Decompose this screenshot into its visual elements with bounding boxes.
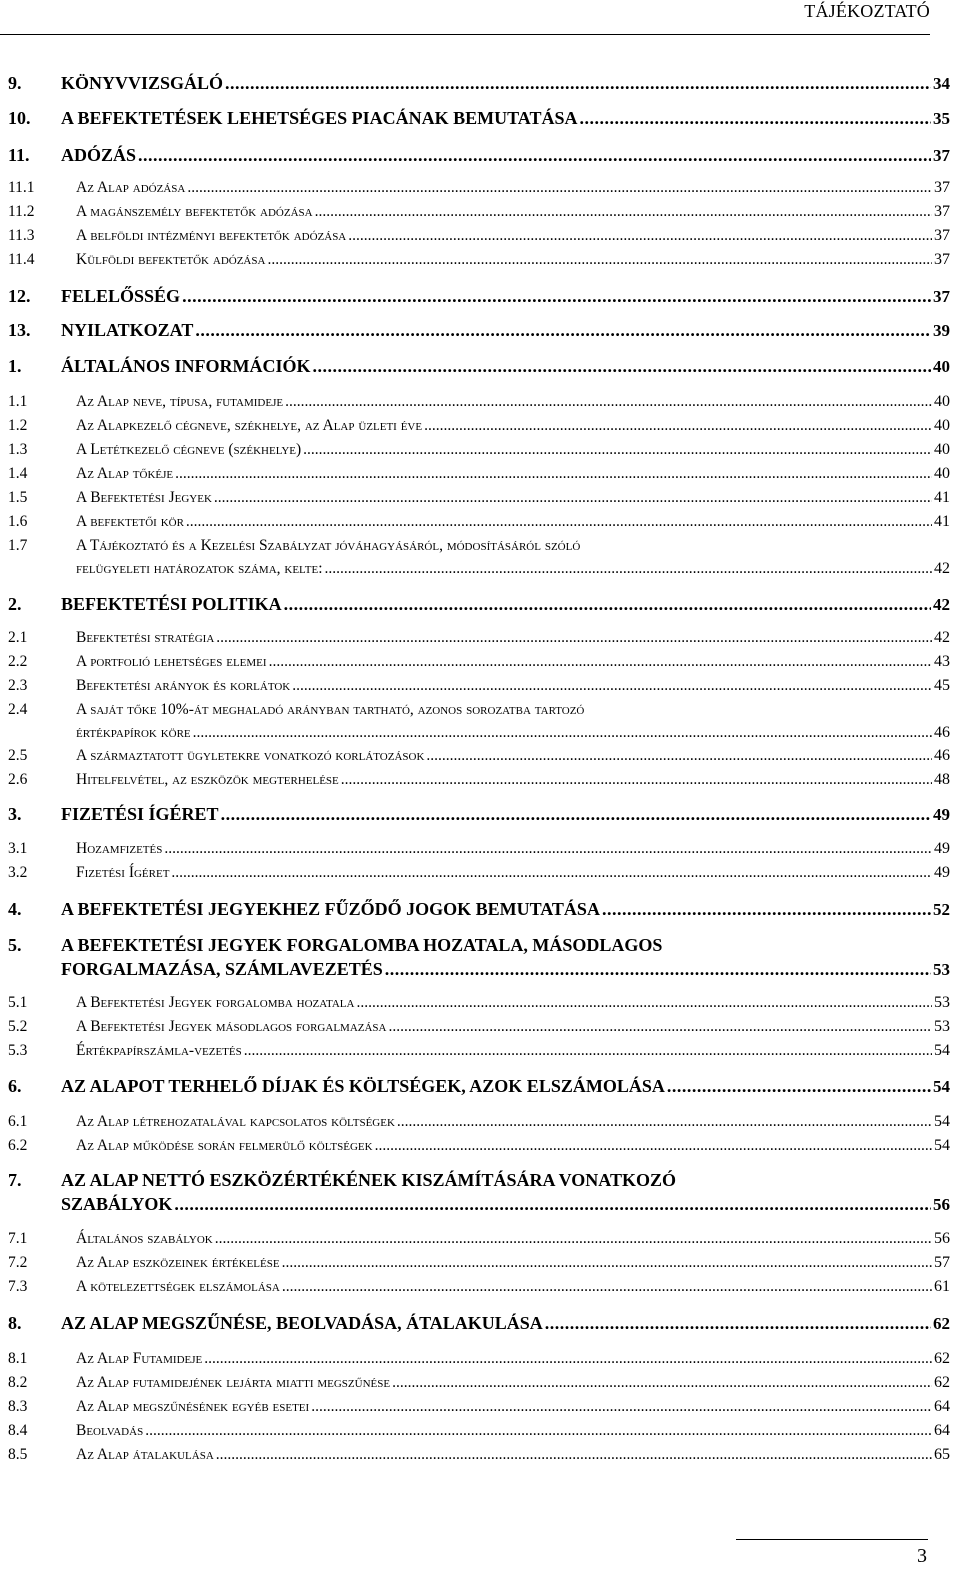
toc-leader-dots xyxy=(356,992,932,1014)
toc-entry-page: 40 xyxy=(934,417,950,434)
toc-entry-title: értékpapírok köre xyxy=(76,724,191,741)
toc-entry-title: ADÓZÁS xyxy=(61,145,137,165)
toc-entry-page: 45 xyxy=(934,677,950,694)
toc-leader-dots xyxy=(311,1396,932,1418)
toc-leader-dots xyxy=(171,862,932,884)
toc-entry-number: 6.1 xyxy=(8,1113,28,1130)
toc-entry-number: 7.2 xyxy=(8,1254,28,1271)
toc-entry-number: 12. xyxy=(8,286,31,306)
running-header-title: TÁJÉKOZTATÓ xyxy=(804,1,930,21)
toc-chapter-entry[interactable] xyxy=(0,107,950,129)
toc-entry-title: Az Alap tőkéje xyxy=(76,465,174,482)
toc-entry-title: A Tájékoztató és a Kezelési Szabályzat jóváhagyásáról, módosításáról szóló xyxy=(76,537,581,554)
toc-entry-title: AZ ALAP MEGSZŰNÉSE, BEOLVADÁSA, ÁTALAKULÁSA xyxy=(61,1313,543,1333)
toc-entry-title: A kötelezettségek elszámolása xyxy=(76,1278,280,1295)
toc-leader-dots xyxy=(282,1276,932,1298)
toc-leader-dots xyxy=(216,627,932,649)
toc-section-entry[interactable] xyxy=(0,1348,950,1370)
toc-section-entry[interactable] xyxy=(0,745,950,767)
toc-entry-number: 8.1 xyxy=(8,1350,28,1367)
toc-entry-page: 34 xyxy=(933,74,950,93)
toc-entry-page: 54 xyxy=(934,1042,950,1059)
toc-section-entry[interactable] xyxy=(0,511,950,533)
toc-entry-number: 13. xyxy=(8,320,31,340)
toc-entry-title: ÁLTALÁNOS INFORMÁCIÓK xyxy=(61,356,311,376)
toc-leader-dots xyxy=(164,838,932,860)
toc-entry-page: 42 xyxy=(934,560,950,577)
toc-entry-page: 52 xyxy=(933,900,950,919)
toc-section-entry[interactable] xyxy=(0,699,950,741)
toc-leader-dots xyxy=(385,958,931,980)
toc-section-entry[interactable] xyxy=(0,838,950,860)
toc-entry-number: 2.4 xyxy=(8,701,28,718)
toc-entry-page: 62 xyxy=(934,1350,950,1367)
toc-entry-page: 37 xyxy=(933,287,950,306)
toc-section-entry[interactable] xyxy=(0,225,950,247)
toc-section-entry[interactable] xyxy=(0,1228,950,1250)
toc-entry-title: A BEFEKTETÉSEK LEHETSÉGES PIACÁNAK BEMUTATÁSA xyxy=(61,108,578,128)
toc-entry-page: 37 xyxy=(934,179,950,196)
toc-entry-title: A befektetői kör xyxy=(76,513,184,530)
toc-section-entry[interactable] xyxy=(0,769,950,791)
toc-section-entry[interactable] xyxy=(0,201,950,223)
toc-entry-page: 64 xyxy=(934,1398,950,1415)
toc-leader-dots xyxy=(284,593,931,615)
toc-entry-number: 9. xyxy=(8,73,22,93)
toc-entry-number: 1.4 xyxy=(8,465,28,482)
toc-section-entry[interactable] xyxy=(0,627,950,649)
toc-leader-dots xyxy=(138,144,931,166)
toc-leader-dots xyxy=(193,722,932,744)
toc-section-entry[interactable] xyxy=(0,651,950,673)
toc-entry-page: 37 xyxy=(934,227,950,244)
toc-entry-title: Az Alap futamidejének lejárta miatti megszűnése xyxy=(76,1374,391,1391)
toc-entry-title: felügyeleti határozatok száma, kelte: xyxy=(76,560,323,577)
toc-leader-dots xyxy=(215,1228,932,1250)
toc-entry-number: 5.1 xyxy=(8,994,28,1011)
toc-entry-page: 37 xyxy=(934,251,950,268)
toc-leader-dots xyxy=(187,177,932,199)
toc-entry-page: 49 xyxy=(933,805,950,824)
toc-entry-page: 54 xyxy=(934,1137,950,1154)
toc-entry-number: 6.2 xyxy=(8,1137,28,1154)
toc-leader-dots xyxy=(267,249,932,271)
toc-section-entry[interactable] xyxy=(0,463,950,485)
toc-entry-title: Beolvadás xyxy=(76,1422,144,1439)
toc-entry-number: 2. xyxy=(8,594,22,614)
toc-leader-dots xyxy=(389,1016,933,1038)
toc-entry-page: 41 xyxy=(934,489,950,506)
toc-leader-dots xyxy=(392,1372,932,1394)
toc-entry-title: Az Alap Futamideje xyxy=(76,1350,203,1367)
toc-chapter-entry[interactable] xyxy=(0,934,950,979)
toc-entry-number: 8.3 xyxy=(8,1398,28,1415)
toc-leader-dots xyxy=(175,463,932,485)
toc-section-entry[interactable] xyxy=(0,1135,950,1157)
toc-entry-title: A portfolió lehetséges elemei xyxy=(76,653,267,670)
toc-entry-page: 46 xyxy=(934,747,950,764)
toc-entry-page: 65 xyxy=(934,1446,950,1463)
toc-chapter-entry[interactable] xyxy=(0,355,950,377)
toc-entry-page: 43 xyxy=(934,653,950,670)
toc-entry-title: KÖNYVVIZSGÁLÓ xyxy=(61,73,224,93)
toc-leader-dots xyxy=(426,745,932,767)
toc-entry-page: 62 xyxy=(934,1374,950,1391)
toc-section-entry[interactable] xyxy=(0,992,950,1014)
toc-entry-page: 40 xyxy=(934,465,950,482)
toc-entry-title: AZ ALAP NETTÓ ESZKÖZÉRTÉKÉNEK KISZÁMÍTÁSÁRA VONATKOZÓ xyxy=(61,1170,676,1190)
toc-chapter-entry[interactable] xyxy=(0,72,950,94)
toc-entry-number: 2.5 xyxy=(8,747,28,764)
toc-entry-title: A származtatott ügyletekre vonatkozó korlátozások xyxy=(76,747,425,764)
toc-entry-number: 1. xyxy=(8,356,22,376)
toc-entry-page: 53 xyxy=(934,1018,950,1035)
footer-divider xyxy=(736,1539,928,1540)
toc-section-entry[interactable] xyxy=(0,487,950,509)
toc-entry-number: 10. xyxy=(8,108,31,128)
toc-entry-number: 7.3 xyxy=(8,1278,28,1295)
toc-leader-dots xyxy=(313,355,931,377)
toc-entry-page: 40 xyxy=(934,393,950,410)
toc-leader-dots xyxy=(341,769,932,791)
toc-entry-title: FORGALMAZÁSA, SZÁMLAVEZETÉS xyxy=(61,959,383,979)
toc-section-entry[interactable] xyxy=(0,862,950,884)
toc-leader-dots xyxy=(269,651,932,673)
toc-leader-dots xyxy=(545,1312,931,1334)
toc-leader-dots xyxy=(174,1193,931,1215)
toc-entry-title: Hozamfizetés xyxy=(76,840,163,857)
toc-entry-title: SZABÁLYOK xyxy=(61,1194,173,1214)
toc-leader-dots xyxy=(214,487,932,509)
toc-entry-page: 48 xyxy=(934,771,950,788)
toc-entry-page: 56 xyxy=(933,1195,950,1214)
toc-entry-title: Befektetési stratégia xyxy=(76,629,215,646)
toc-entry-number: 5.3 xyxy=(8,1042,28,1059)
toc-chapter-entry[interactable] xyxy=(0,1075,950,1097)
toc-section-entry[interactable] xyxy=(0,1252,950,1274)
toc-entry-title: Az Alap neve, típusa, futamideje xyxy=(76,393,284,410)
toc-leader-dots xyxy=(397,1111,932,1133)
toc-section-entry[interactable] xyxy=(0,1444,950,1466)
toc-leader-dots xyxy=(292,675,932,697)
page-number: 3 xyxy=(917,1545,927,1567)
toc-leader-dots xyxy=(186,511,932,533)
toc-entry-title: A magánszemély befektetők adózása xyxy=(76,203,313,220)
toc-entry-number: 1.1 xyxy=(8,393,28,410)
toc-entry-page: 64 xyxy=(934,1422,950,1439)
toc-section-entry[interactable] xyxy=(0,535,950,577)
toc-entry-page: 49 xyxy=(934,840,950,857)
toc-entry-page: 57 xyxy=(934,1254,950,1271)
toc-entry-title: Általános szabályok xyxy=(76,1230,213,1247)
toc-chapter-entry[interactable] xyxy=(0,1169,950,1214)
toc-section-entry[interactable] xyxy=(0,1420,950,1442)
toc-leader-dots xyxy=(282,1252,932,1274)
toc-section-entry[interactable] xyxy=(0,1111,950,1133)
toc-entry-number: 5. xyxy=(8,935,22,955)
toc-entry-number: 11.3 xyxy=(8,227,35,244)
toc-entry-page: 37 xyxy=(934,203,950,220)
toc-leader-dots xyxy=(244,1040,932,1062)
toc-section-entry[interactable] xyxy=(0,249,950,271)
toc-entry-page: 42 xyxy=(933,595,950,614)
toc-entry-title: FELELŐSSÉG xyxy=(61,286,181,306)
toc-entry-page: 54 xyxy=(933,1077,950,1096)
toc-entry-number: 1.7 xyxy=(8,537,28,554)
toc-chapter-entry[interactable] xyxy=(0,319,950,341)
toc-section-entry[interactable] xyxy=(0,391,950,413)
toc-leader-dots xyxy=(285,391,932,413)
toc-entry-number: 8.2 xyxy=(8,1374,28,1391)
toc-entry-number: 8.4 xyxy=(8,1422,28,1439)
toc-section-entry[interactable] xyxy=(0,415,950,437)
toc-entry-number: 11. xyxy=(8,145,30,165)
toc-leader-dots xyxy=(315,201,932,223)
toc-entry-page: 56 xyxy=(934,1230,950,1247)
toc-entry-title: Az Alap átalakulása xyxy=(76,1446,214,1463)
toc-leader-dots xyxy=(195,319,931,341)
toc-leader-dots xyxy=(225,72,931,94)
toc-entry-page: 41 xyxy=(934,513,950,530)
toc-entry-title: FIZETÉSI ÍGÉRET xyxy=(61,804,219,824)
toc-entry-title: Értékpapírszámla-vezetés xyxy=(76,1042,242,1059)
toc-entry-page: 42 xyxy=(934,629,950,646)
toc-entry-page: 40 xyxy=(934,441,950,458)
toc-entry-title: A Befektetési Jegyek forgalomba hozatala xyxy=(76,994,355,1011)
toc-entry-page: 46 xyxy=(934,724,950,741)
toc-entry-number: 7.1 xyxy=(8,1230,28,1247)
toc-entry-page: 39 xyxy=(933,321,950,340)
toc-entry-title: A Letétkezelő cégneve (székhelye) xyxy=(76,441,302,458)
toc-entry-number: 6. xyxy=(8,1076,22,1096)
toc-entry-page: 49 xyxy=(934,864,950,881)
toc-entry-page: 35 xyxy=(933,109,950,128)
toc-entry-number: 4. xyxy=(8,899,22,919)
toc-entry-number: 2.6 xyxy=(8,771,28,788)
toc-entry-title: A BEFEKTETÉSI JEGYEK FORGALOMBA HOZATALA, MÁSODLAGOS xyxy=(61,935,663,955)
toc-entry-title: NYILATKOZAT xyxy=(61,320,194,340)
toc-chapter-entry[interactable] xyxy=(0,898,950,920)
toc-leader-dots xyxy=(602,898,931,920)
toc-entry-title: Külföldi befektetők adózása xyxy=(76,251,266,268)
toc-leader-dots xyxy=(145,1420,932,1442)
toc-chapter-entry[interactable] xyxy=(0,285,950,307)
toc-entry-page: 54 xyxy=(934,1113,950,1130)
toc-leader-dots xyxy=(221,803,931,825)
toc-entry-title: Az Alap adózása xyxy=(76,179,186,196)
toc-entry-page: 53 xyxy=(934,994,950,1011)
toc-entry-number: 3. xyxy=(8,804,22,824)
toc-entry-number: 2.1 xyxy=(8,629,28,646)
toc-leader-dots xyxy=(375,1135,932,1157)
toc-entry-title: AZ ALAPOT TERHELŐ DÍJAK ÉS KÖLTSÉGEK, AZOK ELSZÁMOLÁSA xyxy=(61,1076,665,1096)
toc-leader-dots xyxy=(216,1444,932,1466)
header-divider xyxy=(0,34,930,35)
toc-section-entry[interactable] xyxy=(0,177,950,199)
toc-section-entry[interactable] xyxy=(0,675,950,697)
toc-entry-number: 11.4 xyxy=(8,251,35,268)
toc-entry-page: 37 xyxy=(933,146,950,165)
toc-section-entry[interactable] xyxy=(0,1372,950,1394)
toc-entry-number: 1.2 xyxy=(8,417,28,434)
toc-entry-number: 1.3 xyxy=(8,441,28,458)
toc-section-entry[interactable] xyxy=(0,1396,950,1418)
toc-section-entry[interactable] xyxy=(0,439,950,461)
toc-entry-title: A belföldi intézményi befektetők adózása xyxy=(76,227,347,244)
toc-entry-number: 1.6 xyxy=(8,513,28,530)
toc-section-entry[interactable] xyxy=(0,1016,950,1038)
toc-entry-title: BEFEKTETÉSI POLITIKA xyxy=(61,594,282,614)
toc-chapter-entry[interactable] xyxy=(0,1312,950,1334)
toc-section-entry[interactable] xyxy=(0,1276,950,1298)
toc-entry-title: Az Alap működése során felmerülő költségek xyxy=(76,1137,373,1154)
toc-leader-dots xyxy=(667,1075,931,1097)
toc-leader-dots xyxy=(579,107,931,129)
toc-leader-dots xyxy=(303,439,932,461)
toc-entry-page: 40 xyxy=(933,357,950,376)
toc-entry-title: A Befektetési Jegyek xyxy=(76,489,212,506)
toc-entry-number: 3.2 xyxy=(8,864,28,881)
toc-entry-number: 2.3 xyxy=(8,677,28,694)
toc-entry-number: 11.2 xyxy=(8,203,35,220)
toc-entry-number: 3.1 xyxy=(8,840,28,857)
toc-entry-number: 2.2 xyxy=(8,653,28,670)
toc-leader-dots xyxy=(348,225,932,247)
toc-chapter-entry[interactable] xyxy=(0,144,950,166)
toc-chapter-entry[interactable] xyxy=(0,593,950,615)
toc-chapter-entry[interactable] xyxy=(0,803,950,825)
toc-entry-title: A Befektetési Jegyek másodlagos forgalmazása xyxy=(76,1018,387,1035)
toc-leader-dots xyxy=(204,1348,932,1370)
toc-entry-page: 62 xyxy=(933,1314,950,1333)
toc-entry-title: Fizetési Ígéret xyxy=(76,864,170,881)
toc-entry-number: 8. xyxy=(8,1313,22,1333)
toc-entry-page: 53 xyxy=(933,960,950,979)
toc-entry-number: 5.2 xyxy=(8,1018,28,1035)
toc-leader-dots xyxy=(182,285,931,307)
toc-entry-title: Az Alap létrehozatalával kapcsolatos költségek xyxy=(76,1113,395,1130)
toc-entry-number: 8.5 xyxy=(8,1446,28,1463)
toc-entry-title: Az Alapkezelő cégneve, székhelye, az Alap üzleti éve xyxy=(76,417,423,434)
toc-entry-number: 7. xyxy=(8,1170,22,1190)
toc-entry-number: 11.1 xyxy=(8,179,35,196)
toc-entry-title: Befektetési arányok és korlátok xyxy=(76,677,291,694)
toc-leader-dots xyxy=(424,415,932,437)
toc-entry-title: Hitelfelvétel, az eszközök megterhelése xyxy=(76,771,339,788)
toc-entry-title: Az Alap megszűnésének egyéb esetei xyxy=(76,1398,310,1415)
toc-section-entry[interactable] xyxy=(0,1040,950,1062)
toc-entry-title: Az Alap eszközeinek értékelése xyxy=(76,1254,280,1271)
toc-entry-title: A saját tőke 10%-át meghaladó arányban tartható, azonos sorozatba tartozó xyxy=(76,701,585,718)
toc-entry-number: 1.5 xyxy=(8,489,28,506)
toc-entry-page: 61 xyxy=(934,1278,950,1295)
toc-leader-dots xyxy=(325,558,932,580)
toc-entry-title: A BEFEKTETÉSI JEGYEKHEZ FŰZŐDŐ JOGOK BEMUTATÁSA xyxy=(61,899,600,919)
